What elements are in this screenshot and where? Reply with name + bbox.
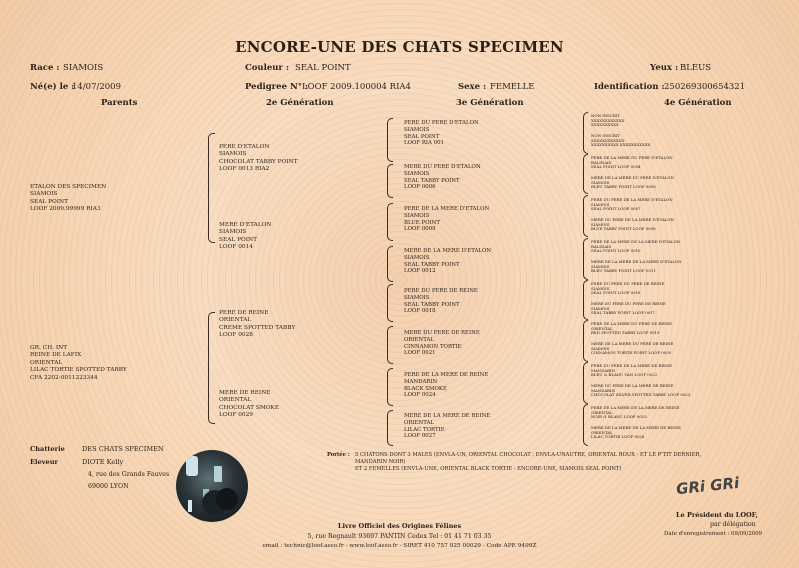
bracket-g3 [387, 246, 393, 282]
gen4-entry: PERE DE LA MERE DE LA MERE DE REINE ORIENTAL NOIR & BLANC LOOF 0025 [591, 405, 680, 420]
gen2-entry: PERE D'ETALON SIAMOIS CHOCOLAT TABBY POINT LOOF 0013 RIA2 [219, 144, 298, 173]
gen2-entry: MERE D'ETALON SIAMOIS SEAL POINT LOOF 0014 [219, 222, 272, 251]
couleur-label: Couleur : [245, 63, 290, 73]
bracket-g4 [583, 280, 588, 320]
bracket-g3 [387, 410, 393, 446]
race-value: SIAMOIS [63, 63, 104, 73]
couleur-value: SEAL POINT [295, 63, 351, 73]
delegation-label: par délégation [710, 521, 756, 528]
eleveur-address-line1: 4, rue des Grands Fauves [88, 471, 170, 478]
parent-sire: ETALON DES SPECIMEN SIAMOIS SEAL POINT LOOF 2009.99999 RIA3 [30, 184, 107, 213]
gen3-entry: PERE DU PERE D'ETALON SIAMOIS SEAL POINT LOOF RIA 001 [404, 120, 479, 147]
gen4-entry: PERE DU PERE DE LA MERE D'ETALON SIAMOIS SEAL POINT LOOF 0007 [591, 197, 673, 212]
bracket-g4 [583, 112, 588, 154]
bracket-g4 [583, 320, 588, 362]
bracket-dam-line [208, 312, 215, 424]
yeux-value: BLEUS [680, 63, 712, 73]
identification-label: Identification : [594, 82, 665, 92]
gen4-entry: MERE DE LA MERE DU PERE DE REINE SIAMOIS CINNAMON TORTIE POINT LOOF 0020 [591, 341, 674, 356]
gen4-entry: MERE DE LA MERE DE LA MERE D'ETALON SIAMOIS BLEU TABBY POINT LOOF 0011 [591, 259, 682, 274]
gen4-entry: PERE DU PERE DE LA MERE DE REINE MANDARIN BLEU & BLANC VAN LOOF 0022 [591, 363, 672, 378]
birthdate-label: Né(e) le : [30, 82, 75, 92]
chatterie-label: Chatterie [30, 445, 65, 453]
cat-photo [176, 450, 248, 522]
gen2-entry: MERE DE REINE ORIENTAL CHOCOLAT SMOKE LOOF 0029 [219, 390, 280, 419]
identification-value: 250269300654321 [664, 82, 746, 92]
pedigree-value: LOOF 2009.100004 RIA4 [302, 82, 411, 92]
bracket-g4 [583, 404, 588, 446]
sexe-label: Sexe : [458, 82, 487, 92]
handwritten-signature: GRi GRi [675, 473, 741, 499]
gen4-entry: MERE DU PERE DU PERE DE REINE SIAMOIS SEAL TABBY POINT LOOF 0017 [591, 301, 666, 316]
gen4-entry: NON INSCRIT XXXXXXXXXXXX XXXXXXXXXX [591, 113, 625, 128]
gen3-entry: MERE DE LA MERE D'ETALON SIAMOIS SEAL TABBY POINT LOOF 0012 [404, 248, 492, 275]
bracket-sire-line [208, 133, 215, 243]
eleveur-label: Eleveur [30, 458, 59, 466]
column-header-parents: Parents [101, 98, 138, 108]
pedigree-label: Pedigree N° : [245, 82, 309, 92]
gen4-entry: PERE DE LA MERE DE LA MERE D'ETALON BALINAIS SEAL POINT LOOF 0010 [591, 239, 681, 254]
sexe-value: FEMELLE [490, 82, 535, 92]
gen4-entry: PERE DE LA MERE DU PERE D'ETALON BALINAIS SEAL POINT LOOF 0004 [591, 155, 673, 170]
column-header-gen2: 2e Génération [266, 98, 334, 108]
gen4-entry: MERE DU PERE DE LA MERE D'ETALON SIAMOIS BLUE TABBY POINT LOOF 0008 [591, 217, 674, 232]
gen3-entry: MERE DU PERE D'ETALON SIAMOIS SEAL TABBY POINT LOOF 0006 [404, 164, 481, 191]
president-label: Le Président du LOOF, [676, 511, 758, 519]
gen4-entry: MERE DE LA MERE DU PERE D'ETALON SIAMOIS BLEU TABBY POINT LOOF 0005 [591, 175, 674, 190]
column-header-gen4: 4e Génération [664, 98, 732, 108]
gen3-entry: MERE DU PERE DE REINE ORIENTAL CINNAMON TORTIE LOOF 0021 [404, 330, 480, 357]
eleveur-address-line2: 69000 LYON [88, 483, 129, 490]
gen3-entry: PERE DU PERE DE REINE SIAMOIS SEAL TABBY POINT LOOF 0018 [404, 288, 478, 315]
gen3-entry: PERE DE LA MERE D'ETALON SIAMOIS BLUE POINT LOOF 0009 [404, 206, 490, 233]
bracket-g4 [583, 195, 588, 237]
bracket-g3 [387, 284, 393, 322]
bracket-g3 [387, 368, 393, 406]
page-title: ENCORE-UNE DES CHATS SPECIMEN [235, 38, 564, 56]
chatterie-value: DES CHATS SPECIMEN [82, 445, 164, 453]
yeux-label: Yeux : [650, 63, 679, 73]
footer-contact: email : technic@loof.asso.fr - www.loof.asso.fr - SIRET 410 757 025 00029 - Code APE 9499Z [262, 543, 537, 549]
gen2-entry: PERE DE REINE ORIENTAL CREME SPOTTED TABBY LOOF 0028 [219, 310, 296, 339]
bracket-g3 [387, 164, 393, 198]
column-header-gen3: 3e Génération [456, 98, 524, 108]
bracket-g3 [387, 203, 393, 241]
eleveur-value: DIOTE Kelly [82, 458, 124, 466]
birthdate-value: 14/07/2009 [72, 82, 121, 92]
portee-text: 5 CHATONS DONT 3 MALES (ENVLA-UN, ORIENTAL CHOCOLAT ; ENVLA-UNAUTRE, ORIENTAL ROUX - ET LE P'TIT DERNIER, MANDARIN NOIR) ET 2 FEMELLES (ENVLA-UNE, ORIENTAL BLACK TORTIE - ENCORE-UNE, SIAMOIS SEAL POINT) [355, 452, 702, 472]
gen4-entry: MERE DE LA MERE DE LA MERE DE REINE ORIENTAL LILAC TORTIE LOOF 0026 [591, 425, 681, 440]
gen4-entry: NON INSCRIT XXXXXXXXXXXX XXXXXXXXXX XXXXXXXXXXX [591, 133, 651, 148]
race-label: Race : [30, 63, 60, 73]
bracket-g4 [583, 238, 588, 280]
bracket-g3 [387, 118, 393, 162]
gen4-entry: PERE DU PERE DU PERE DE REINE SIAMOIS SEAL POINT LOOF 0016 [591, 281, 665, 296]
gen4-entry: PERE DE LA MERE DU PERE DE REINE ORIENTAL RED SPOTTED TABBY LOOF 0019 [591, 321, 672, 336]
portee-label: Portée : [327, 452, 350, 458]
registration-date: Date d'enregistrement : 09/09/2009 [664, 531, 763, 537]
gen3-entry: PERE DE LA MERE DE REINE MANDARIN BLACK SMOKE LOOF 0024 [404, 372, 489, 399]
bracket-g3 [387, 326, 393, 364]
parent-dam: GR. CH. INT REINE DE LAFIX ORIENTAL LILAC TORTIE SPOTTED TABBY CFA 2202-0011223344 [30, 345, 127, 381]
footer-org: Livre Officiel des Origines Félines [337, 522, 462, 530]
gen4-entry: MERE DU PERE DE LA MERE DE REINE MANDARIN CHOCOLAT SILVER SPOTTED TABBY LOOF 0023 [591, 383, 691, 398]
bracket-g4 [583, 362, 588, 404]
gen3-entry: MERE DE LA MERE DE REINE ORIENTAL LILAC TORTIE LOOF 0027 [404, 413, 491, 440]
footer-address: 5, rue Regnault 93697 PANTIN Cedex Tel : 01 41 71 03 35 [307, 533, 492, 540]
bracket-g4 [583, 154, 588, 194]
